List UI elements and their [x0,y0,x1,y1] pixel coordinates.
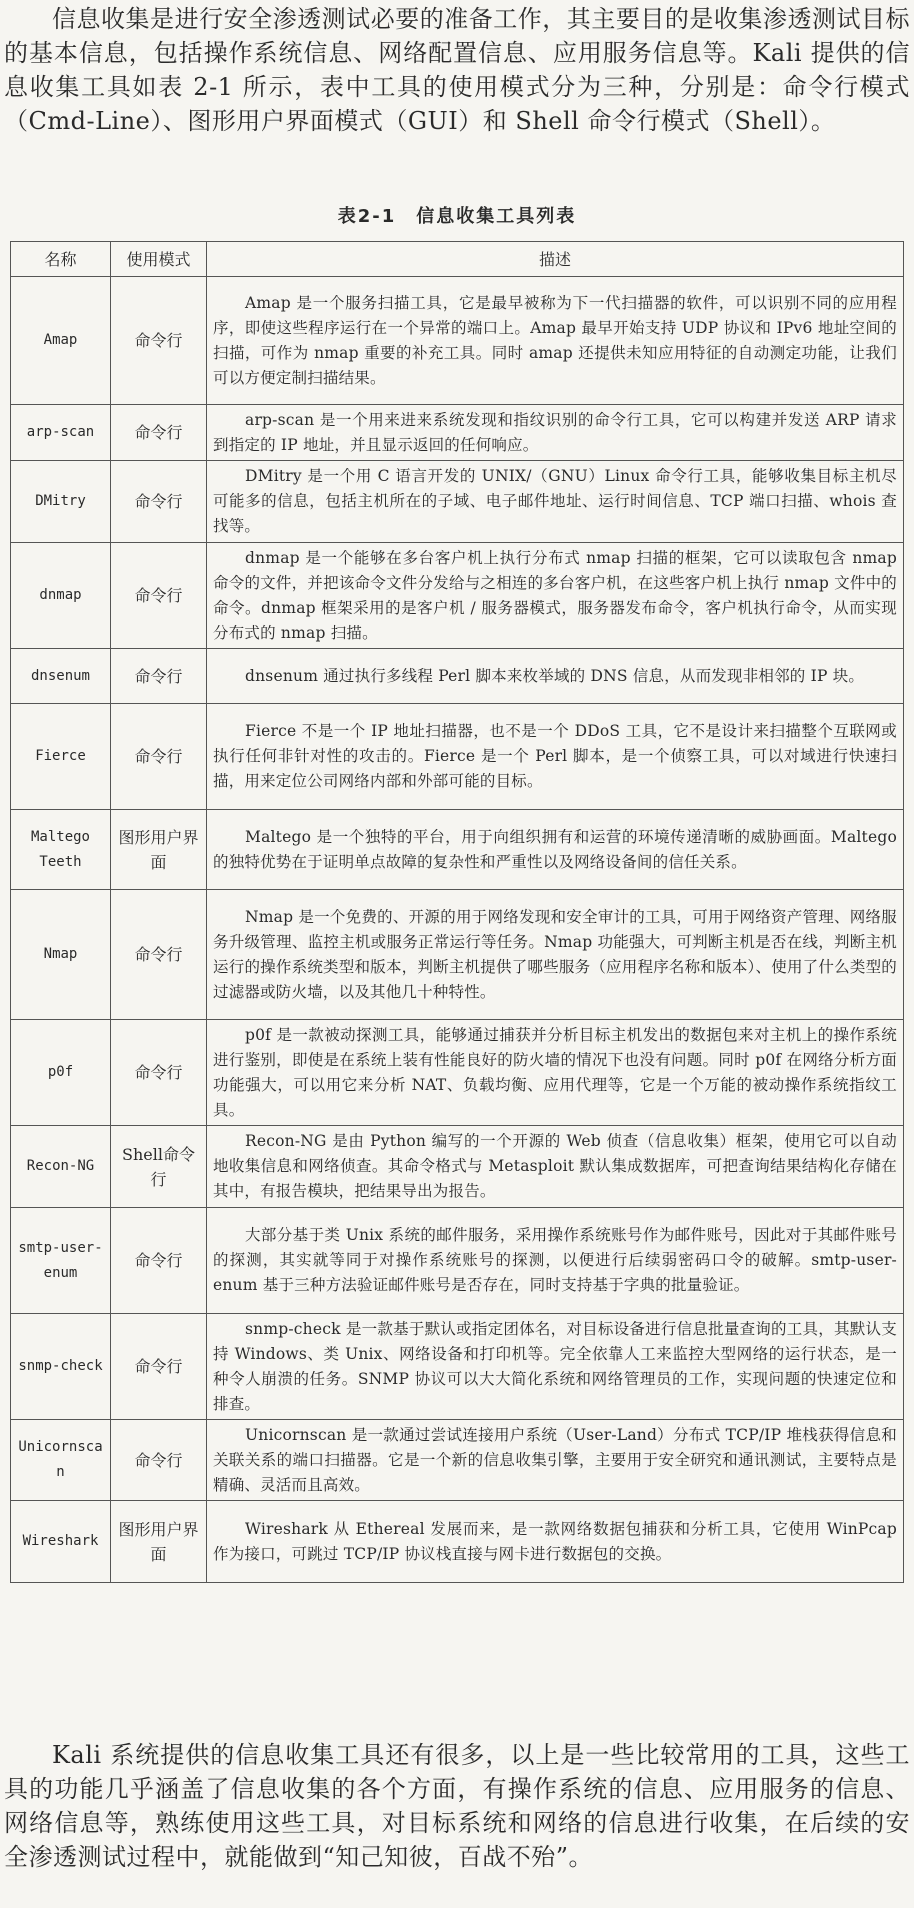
tool-mode: 命令行 [111,1420,207,1501]
tool-desc: Amap 是一个服务扫描工具，它是最早被称为下一代扫描器的软件，可以识别不同的应用程序，即使这些程序运行在一个异常的端口上。Amap 最早开始支持 UDP 协议和 IPv6 地址空间的扫描，可作为 nmap 重要的补充工具。同时 amap 还提供未知应用特征的自动测定功能，让我们可以方便定制扫描结果。 [207,277,904,405]
tool-name: smtp-user-enum [11,1208,111,1314]
tool-name: Fierce [11,704,111,810]
table-row [11,1126,904,1208]
tool-desc: Fierce 不是一个 IP 地址扫描器，也不是一个 DDoS 工具，它不是设计来扫描整个互联网或执行任何非针对性的攻击的。Fierce 是一个 Perl 脚本，是一个侦察工具，可以对域进行快速扫描，用来定位公司网络内部和外部可能的目标。 [207,704,904,810]
tool-name: snmp-check [11,1314,111,1420]
tool-mode: 命令行 [111,1314,207,1420]
tool-mode: Shell命令行 [111,1126,207,1208]
tool-mode: 命令行 [111,543,207,649]
tool-name: Recon-NG [11,1126,111,1208]
tool-desc: Maltego 是一个独特的平台，用于向组织拥有和运营的环境传递清晰的威胁画面。Maltego 的独特优势在于证明单点故障的复杂性和严重性以及网络设备间的信任关系。 [207,810,904,890]
table-header-row [11,242,904,277]
table-row [11,1208,904,1314]
table-row [11,1420,904,1501]
tool-name: arp-scan [11,405,111,461]
table-row [11,890,904,1020]
tool-mode: 命令行 [111,649,207,704]
table-row [11,461,904,543]
tool-desc: arp-scan 是一个用来进来系统发现和指纹识别的命令行工具，它可以构建并发送 ARP 请求到指定的 IP 地址，并且显示返回的任何响应。 [207,405,904,461]
tool-name: dnsenum [11,649,111,704]
table-row [11,649,904,704]
tool-desc: Unicornscan 是一款通过尝试连接用户系统（User-Land）分布式 TCP/IP 堆栈获得信息和关联关系的端口扫描器。它是一个新的信息收集引擎，主要用于安全研究和通讯测试，主要特点是精确、灵活而且高效。 [207,1420,904,1501]
tools-table [10,241,904,1583]
tool-desc: DMitry 是一个用 C 语言开发的 UNIX/（GNU）Linux 命令行工具，能够收集目标主机尽可能多的信息，包括主机所在的子域、电子邮件地址、运行时间信息、TCP 端口扫描、whois 查找等。 [207,461,904,543]
tool-desc: Wireshark 从 Ethereal 发展而来，是一款网络数据包捕获和分析工具，它使用 WinPcap 作为接口，可跳过 TCP/IP 协议栈直接与网卡进行数据包的交换。 [207,1501,904,1583]
tool-desc: dnsenum 通过执行多线程 Perl 脚本来枚举域的 DNS 信息，从而发现非相邻的 IP 块。 [207,649,904,704]
tool-desc: snmp-check 是一款基于默认或指定团体名，对目标设备进行信息批量查询的工具，其默认支持 Windows、类 Unix、网络设备和打印机等。完全依靠人工来监控大型网络的运行状态，是一种令人崩溃的任务。SNMP 协议可以大大简化系统和网络管理员的工作，实现问题的快速定位和排查。 [207,1314,904,1420]
tool-name: p0f [11,1020,111,1126]
tool-name: dnmap [11,543,111,649]
outro-paragraph: Kali 系统提供的信息收集工具还有很多，以上是一些比较常用的工具，这些工具的功能几乎涵盖了信息收集的各个方面，有操作系统的信息、应用服务的信息、网络信息等，熟练使用这些工具，对目标系统和网络的信息进行收集，在后续的安全渗透测试过程中，就能做到“知己知彼，百战不殆”。 [4,1741,910,1871]
tool-name: Nmap [11,890,111,1020]
tool-name: DMitry [11,461,111,543]
header-mode: 使用模式 [111,242,207,277]
tool-desc: Nmap 是一个免费的、开源的用于网络发现和安全审计的工具，可用于网络资产管理、网络服务升级管理、监控主机或服务正常运行等任务。Nmap 功能强大，可判断主机是否在线，判断主机运行的操作系统类型和版本，判断主机提供了哪些服务（应用程序名称和版本）、使用了什么类型的过滤器或防火墙，以及其他几十种特性。 [207,890,904,1020]
table-row [11,277,904,405]
table-caption: 表2-1 信息收集工具列表 [337,206,577,227]
table-row [11,1020,904,1126]
header-desc: 描述 [207,242,904,277]
tool-mode: 命令行 [111,704,207,810]
tool-mode: 命令行 [111,890,207,1020]
tool-mode: 图形用户界面 [111,810,207,890]
tool-name: Maltego Teeth [11,810,111,890]
table-row [11,405,904,461]
tool-mode: 命令行 [111,461,207,543]
tool-mode: 命令行 [111,1208,207,1314]
tool-desc: Recon-NG 是由 Python 编写的一个开源的 Web 侦查（信息收集）框架，使用它可以自动地收集信息和网络侦查。其命令格式与 Metasploit 默认集成数据库，可把查询结果结构化存储在其中，有报告模块，把结果导出为报告。 [207,1126,904,1208]
tool-mode: 命令行 [111,405,207,461]
table-row [11,1314,904,1420]
tool-desc: p0f 是一款被动探测工具，能够通过捕获并分析目标主机发出的数据包来对主机上的操作系统进行鉴别，即使是在系统上装有性能良好的防火墙的情况下也没有问题。同时 p0f 在网络分析方面功能强大，可以用它来分析 NAT、负载均衡、应用代理等，它是一个万能的被动操作系统指纹工具。 [207,1020,904,1126]
intro-paragraph: 信息收集是进行安全渗透测试必要的准备工作，其主要目的是收集渗透测试目标的基本信息，包括操作系统信息、网络配置信息、应用服务信息等。Kali 提供的信息收集工具如表 2-1 所示，表中工具的使用模式分为三种，分别是：命令行模式（Cmd-Line）、图形用户界面模式（GUI）和 Shell 命令行模式（Shell）。 [4,5,910,135]
tool-mode: 图形用户界面 [111,1501,207,1583]
table-row [11,810,904,890]
table-row [11,704,904,810]
tool-desc: 大部分基于类 Unix 系统的邮件服务，采用操作系统账号作为邮件账号，因此对于其邮件账号的探测，其实就等同于对操作系统账号的探测，以便进行后续弱密码口令的破解。smtp-user-enum 基于三种方法验证邮件账号是否存在，同时支持基于字典的批量验证。 [207,1208,904,1314]
table-row [11,1501,904,1583]
tool-name: Unicornscan [11,1420,111,1501]
tool-mode: 命令行 [111,1020,207,1126]
tool-name: Wireshark [11,1501,111,1583]
header-name: 名称 [11,242,111,277]
tool-name: Amap [11,277,111,405]
tool-mode: 命令行 [111,277,207,405]
table-row [11,543,904,649]
tool-desc: dnmap 是一个能够在多台客户机上执行分布式 nmap 扫描的框架，它可以读取包含 nmap 命令的文件，并把该命令文件分发给与之相连的多台客户机，在这些客户机上执行 nmap 文件中的命令。dnmap 框架采用的是客户机 / 服务器模式，服务器发布命令，客户机执行命令，从而实现分布式的 nmap 扫描。 [207,543,904,649]
